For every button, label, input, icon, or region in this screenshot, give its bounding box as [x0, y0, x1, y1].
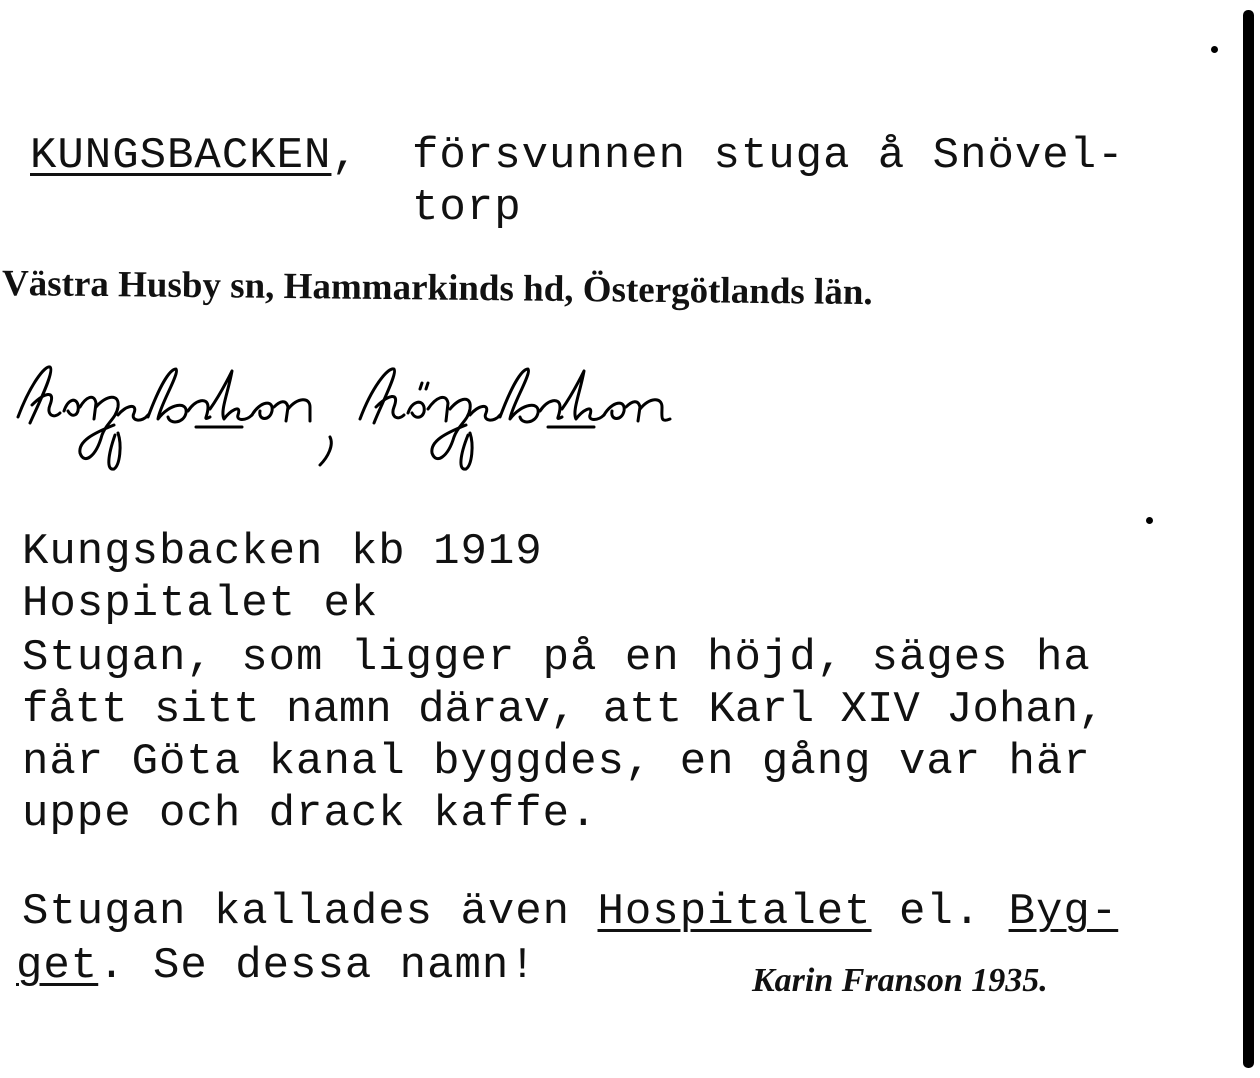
body-line-1: Kungsbacken kb 1919	[22, 527, 543, 577]
ink-speck	[1211, 46, 1218, 53]
headword-comma: ,	[331, 131, 359, 181]
location-line: Västra Husby sn, Hammarkinds hd, Östergötlands län.	[1, 263, 873, 314]
cross-reference-bygget-part2: get	[16, 941, 99, 991]
handwritten-pronunciation	[10, 345, 810, 485]
headword-description-line1: försvunnen stuga å Snövel-	[412, 131, 1125, 181]
ink-speck	[1146, 517, 1153, 524]
cross-reference-see: . Se dessa namn!	[98, 941, 537, 991]
cross-reference-line2	[16, 940, 537, 992]
card-edge-rule	[1243, 10, 1254, 1068]
headword-line	[30, 130, 359, 182]
cross-reference-or: el.	[871, 887, 1009, 937]
body-line-2: Hospitalet ek	[22, 579, 379, 629]
headword: KUNGSBACKEN	[30, 131, 332, 181]
collector-signature: Karin Franson 1935.	[752, 962, 1048, 999]
body-line-3: Stugan, som ligger på en höjd, säges ha	[22, 633, 1091, 683]
body-line-6: uppe och drack kaffe.	[22, 789, 598, 839]
cross-reference-bygget-part1: Byg-	[1008, 887, 1119, 937]
body-line-5: när Göta kanal byggdes, en gång var här	[22, 737, 1091, 787]
cross-reference-text: Stugan kallades även	[22, 887, 598, 937]
cross-reference-line1	[22, 886, 1118, 938]
body-line-4: fått sitt namn därav, att Karl XIV Johan,	[22, 685, 1105, 735]
headword-description-line2: torp	[412, 183, 522, 233]
cross-reference-hospitalet: Hospitalet	[597, 887, 872, 937]
